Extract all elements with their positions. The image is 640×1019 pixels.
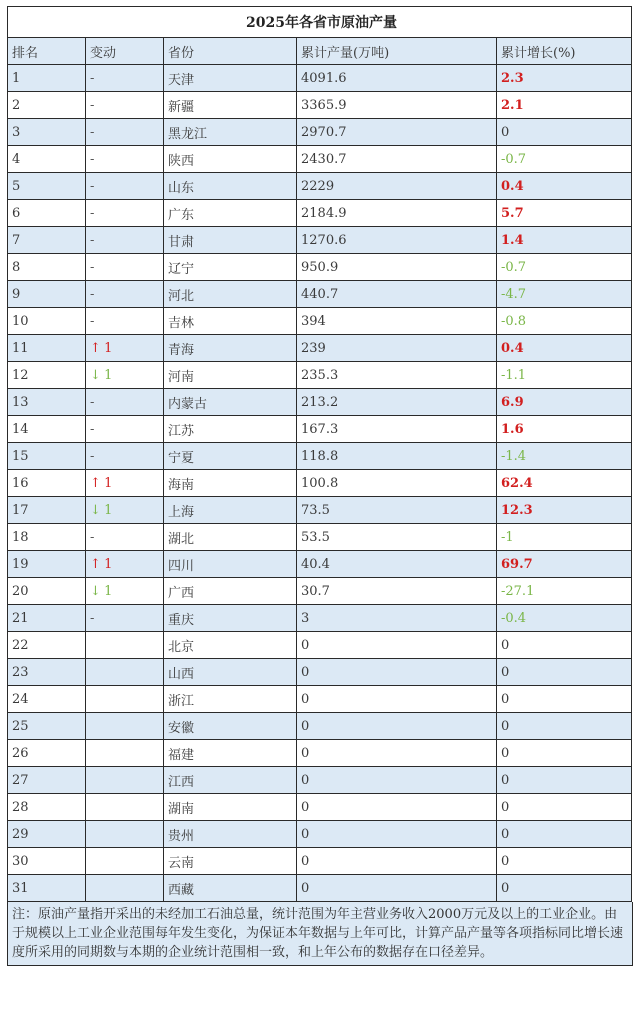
rank-cell: 17 — [8, 497, 86, 524]
output-cell: 213.2 — [297, 389, 497, 416]
province-cell: 福建 — [164, 740, 297, 767]
growth-cell: 0.4 — [497, 173, 632, 200]
table-row — [8, 65, 632, 92]
growth-cell: -4.7 — [497, 281, 632, 308]
output-cell: 1270.6 — [297, 227, 497, 254]
change-cell — [86, 308, 164, 335]
output-cell: 0 — [297, 659, 497, 686]
no-change-dash: - — [90, 124, 95, 140]
table-row — [8, 848, 632, 875]
province-cell: 云南 — [164, 848, 297, 875]
output-cell: 100.8 — [297, 470, 497, 497]
province-cell: 广东 — [164, 200, 297, 227]
table-row — [8, 497, 632, 524]
change-cell — [86, 875, 164, 902]
no-change-dash: - — [90, 205, 95, 221]
growth-cell: 0 — [497, 659, 632, 686]
rank-cell: 28 — [8, 794, 86, 821]
table-row — [8, 875, 632, 902]
change-cell — [86, 146, 164, 173]
arrow-up-icon: ↑ — [90, 475, 101, 491]
rank-cell: 30 — [8, 848, 86, 875]
rank-cell: 19 — [8, 551, 86, 578]
change-cell — [86, 335, 164, 362]
rank-cell: 13 — [8, 389, 86, 416]
no-change-dash: - — [90, 97, 95, 113]
rank-cell: 4 — [8, 146, 86, 173]
change-cell — [86, 632, 164, 659]
output-cell: 235.3 — [297, 362, 497, 389]
change-cell — [86, 605, 164, 632]
output-cell: 0 — [297, 767, 497, 794]
growth-cell: -1.1 — [497, 362, 632, 389]
rank-cell: 31 — [8, 875, 86, 902]
rank-cell: 20 — [8, 578, 86, 605]
province-cell: 宁夏 — [164, 443, 297, 470]
output-cell: 0 — [297, 686, 497, 713]
rank-change-value: 1 — [100, 583, 113, 599]
output-cell: 950.9 — [297, 254, 497, 281]
rank-cell: 7 — [8, 227, 86, 254]
output-cell: 40.4 — [297, 551, 497, 578]
rank-cell: 1 — [8, 65, 86, 92]
change-cell — [86, 119, 164, 146]
rank-cell: 24 — [8, 686, 86, 713]
column-header-output: 累计产量(万吨) — [297, 38, 497, 65]
table-row — [8, 470, 632, 497]
growth-cell: 0 — [497, 848, 632, 875]
province-cell: 内蒙古 — [164, 389, 297, 416]
output-cell: 0 — [297, 794, 497, 821]
province-cell: 重庆 — [164, 605, 297, 632]
table-row — [8, 362, 632, 389]
rank-change-value: 1 — [100, 502, 113, 518]
output-cell: 3365.9 — [297, 92, 497, 119]
change-cell — [86, 578, 164, 605]
change-cell — [86, 65, 164, 92]
growth-cell: 2.3 — [497, 65, 632, 92]
change-cell — [86, 470, 164, 497]
table-row — [8, 119, 632, 146]
growth-cell: -0.8 — [497, 308, 632, 335]
no-change-dash: - — [90, 394, 95, 410]
change-cell — [86, 362, 164, 389]
arrow-up-icon: ↑ — [90, 340, 101, 356]
output-cell: 0 — [297, 713, 497, 740]
growth-cell: 5.7 — [497, 200, 632, 227]
province-cell: 江西 — [164, 767, 297, 794]
rank-change-value: 1 — [100, 556, 113, 572]
change-cell — [86, 551, 164, 578]
growth-cell: -0.7 — [497, 254, 632, 281]
output-cell: 2970.7 — [297, 119, 497, 146]
province-cell: 海南 — [164, 470, 297, 497]
growth-cell: 1.6 — [497, 416, 632, 443]
table-row — [8, 686, 632, 713]
rank-cell: 3 — [8, 119, 86, 146]
table-row — [8, 227, 632, 254]
province-cell: 上海 — [164, 497, 297, 524]
province-cell: 江苏 — [164, 416, 297, 443]
output-cell: 0 — [297, 848, 497, 875]
province-cell: 甘肃 — [164, 227, 297, 254]
rank-change-value: 1 — [100, 475, 113, 491]
change-cell — [86, 848, 164, 875]
table-row — [8, 551, 632, 578]
rank-cell: 5 — [8, 173, 86, 200]
no-change-dash: - — [90, 448, 95, 464]
output-cell: 30.7 — [297, 578, 497, 605]
province-cell: 河北 — [164, 281, 297, 308]
table-row — [8, 713, 632, 740]
change-cell — [86, 389, 164, 416]
output-cell: 3 — [297, 605, 497, 632]
output-cell: 239 — [297, 335, 497, 362]
table-frame — [7, 6, 631, 1013]
province-cell: 广西 — [164, 578, 297, 605]
table-row — [8, 308, 632, 335]
rank-cell: 16 — [8, 470, 86, 497]
no-change-dash: - — [90, 70, 95, 86]
rank-cell: 26 — [8, 740, 86, 767]
change-cell — [86, 794, 164, 821]
growth-cell: -0.7 — [497, 146, 632, 173]
change-cell — [86, 686, 164, 713]
table-row — [8, 281, 632, 308]
output-cell: 0 — [297, 740, 497, 767]
no-change-dash: - — [90, 259, 95, 275]
output-cell: 53.5 — [297, 524, 497, 551]
province-cell: 天津 — [164, 65, 297, 92]
arrow-down-icon: ↓ — [90, 583, 101, 599]
rank-cell: 22 — [8, 632, 86, 659]
growth-cell: 0 — [497, 632, 632, 659]
province-cell: 青海 — [164, 335, 297, 362]
table-row — [8, 605, 632, 632]
province-cell: 湖北 — [164, 524, 297, 551]
table-row — [8, 173, 632, 200]
table-row — [8, 659, 632, 686]
growth-cell: 0 — [497, 767, 632, 794]
change-cell — [86, 281, 164, 308]
table-row — [8, 200, 632, 227]
growth-cell: 0.4 — [497, 335, 632, 362]
rank-cell: 25 — [8, 713, 86, 740]
change-cell — [86, 821, 164, 848]
growth-cell: 0 — [497, 875, 632, 902]
growth-cell: -1 — [497, 524, 632, 551]
arrow-up-icon: ↑ — [90, 556, 101, 572]
change-cell — [86, 740, 164, 767]
rank-cell: 2 — [8, 92, 86, 119]
growth-cell: 69.7 — [497, 551, 632, 578]
change-cell — [86, 416, 164, 443]
rank-cell: 29 — [8, 821, 86, 848]
no-change-dash: - — [90, 313, 95, 329]
arrow-down-icon: ↓ — [90, 367, 101, 383]
no-change-dash: - — [90, 286, 95, 302]
no-change-dash: - — [90, 232, 95, 248]
rank-cell: 27 — [8, 767, 86, 794]
output-cell: 2229 — [297, 173, 497, 200]
table-row — [8, 632, 632, 659]
output-cell: 0 — [297, 632, 497, 659]
column-header-growth: 累计增长(%) — [497, 38, 632, 65]
table-row — [8, 794, 632, 821]
growth-cell: 0 — [497, 119, 632, 146]
output-cell: 2184.9 — [297, 200, 497, 227]
table-row — [8, 821, 632, 848]
no-change-dash: - — [90, 529, 95, 545]
change-cell — [86, 767, 164, 794]
province-cell: 北京 — [164, 632, 297, 659]
table-body — [8, 65, 632, 902]
rank-cell: 14 — [8, 416, 86, 443]
province-cell: 西藏 — [164, 875, 297, 902]
province-cell: 吉林 — [164, 308, 297, 335]
change-cell — [86, 200, 164, 227]
output-cell: 73.5 — [297, 497, 497, 524]
rank-cell: 10 — [8, 308, 86, 335]
table-row — [8, 254, 632, 281]
table-row — [8, 443, 632, 470]
growth-cell: 0 — [497, 821, 632, 848]
table-row — [8, 146, 632, 173]
no-change-dash: - — [90, 421, 95, 437]
table-row — [8, 92, 632, 119]
table-row — [8, 416, 632, 443]
province-cell: 四川 — [164, 551, 297, 578]
rank-cell: 15 — [8, 443, 86, 470]
rank-change-value: 1 — [100, 340, 113, 356]
growth-cell: -1.4 — [497, 443, 632, 470]
output-cell: 2430.7 — [297, 146, 497, 173]
change-cell — [86, 713, 164, 740]
growth-cell: 12.3 — [497, 497, 632, 524]
growth-cell: 62.4 — [497, 470, 632, 497]
no-change-dash: - — [90, 151, 95, 167]
change-cell — [86, 524, 164, 551]
rank-cell: 6 — [8, 200, 86, 227]
province-cell: 辽宁 — [164, 254, 297, 281]
change-cell — [86, 497, 164, 524]
growth-cell: 0 — [497, 713, 632, 740]
growth-cell: -0.4 — [497, 605, 632, 632]
province-cell: 浙江 — [164, 686, 297, 713]
change-cell — [86, 443, 164, 470]
growth-cell: 2.1 — [497, 92, 632, 119]
growth-cell: 6.9 — [497, 389, 632, 416]
growth-cell: 0 — [497, 740, 632, 767]
province-cell: 安徽 — [164, 713, 297, 740]
change-cell — [86, 227, 164, 254]
table-row — [8, 335, 632, 362]
crude-oil-output-table — [7, 6, 632, 902]
table-row — [8, 578, 632, 605]
rank-change-value: 1 — [100, 367, 113, 383]
table-title: 2025年各省市原油产量 — [8, 7, 632, 38]
column-header-change: 变动 — [86, 38, 164, 65]
change-cell — [86, 659, 164, 686]
change-cell — [86, 92, 164, 119]
rank-cell: 9 — [8, 281, 86, 308]
table-row — [8, 740, 632, 767]
no-change-dash: - — [90, 610, 95, 626]
rank-cell: 11 — [8, 335, 86, 362]
growth-cell: 1.4 — [497, 227, 632, 254]
no-change-dash: - — [90, 178, 95, 194]
province-cell: 黑龙江 — [164, 119, 297, 146]
rank-cell: 18 — [8, 524, 86, 551]
province-cell: 河南 — [164, 362, 297, 389]
title-row — [8, 7, 632, 38]
column-header-rank: 排名 — [8, 38, 86, 65]
growth-cell: 0 — [497, 794, 632, 821]
output-cell: 167.3 — [297, 416, 497, 443]
growth-cell: 0 — [497, 686, 632, 713]
rank-cell: 8 — [8, 254, 86, 281]
rank-cell: 12 — [8, 362, 86, 389]
rank-cell: 23 — [8, 659, 86, 686]
change-cell — [86, 173, 164, 200]
output-cell: 440.7 — [297, 281, 497, 308]
output-cell: 118.8 — [297, 443, 497, 470]
output-cell: 4091.6 — [297, 65, 497, 92]
province-cell: 陕西 — [164, 146, 297, 173]
table-row — [8, 524, 632, 551]
arrow-down-icon: ↓ — [90, 502, 101, 518]
province-cell: 山东 — [164, 173, 297, 200]
province-cell: 湖南 — [164, 794, 297, 821]
header-row — [8, 38, 632, 65]
province-cell: 山西 — [164, 659, 297, 686]
rank-cell: 21 — [8, 605, 86, 632]
output-cell: 0 — [297, 821, 497, 848]
province-cell: 新疆 — [164, 92, 297, 119]
growth-cell: -27.1 — [497, 578, 632, 605]
footnote: 注：原油产量指开采出的未经加工石油总量，统计范围为年主营业务收入2000万元及以上的工业企业。由于规模以上工业企业范围每年发生变化，为保证本年数据与上年可比，计算产品产量等各项指标同比增长速度所采用的同期数与本期的企业统计范围相一致，和上年公布的数据存在口径差异。 — [7, 902, 633, 966]
output-cell: 394 — [297, 308, 497, 335]
change-cell — [86, 254, 164, 281]
table-row — [8, 389, 632, 416]
table-row — [8, 767, 632, 794]
output-cell: 0 — [297, 875, 497, 902]
column-header-province: 省份 — [164, 38, 297, 65]
province-cell: 贵州 — [164, 821, 297, 848]
